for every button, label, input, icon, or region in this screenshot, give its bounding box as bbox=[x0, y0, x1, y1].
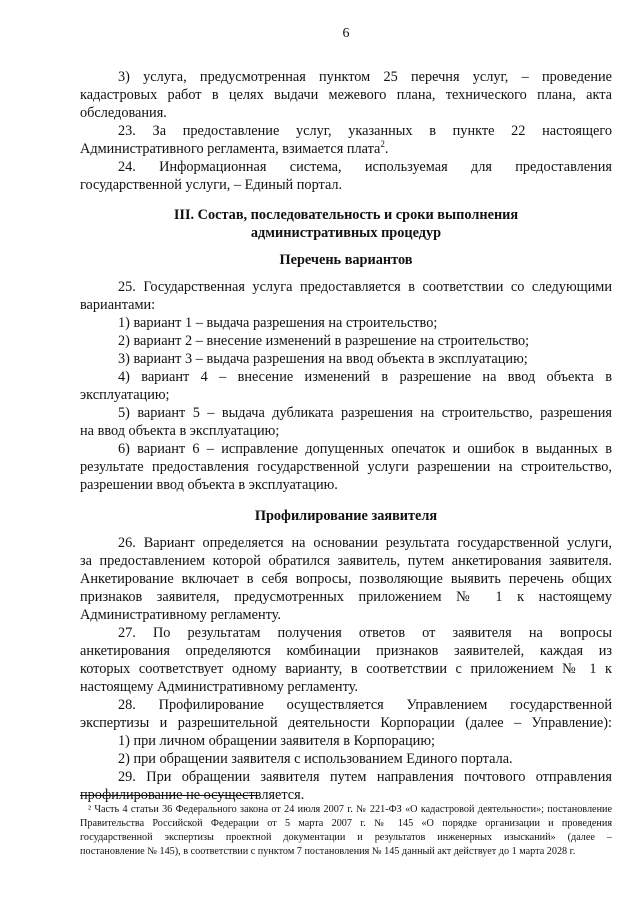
paragraph-line bbox=[80, 278, 612, 296]
paragraph-line bbox=[80, 476, 612, 494]
paragraph-line-text: административных процедур bbox=[250, 225, 442, 241]
paragraph-line bbox=[80, 507, 612, 525]
paragraph-line-text: 29. При обращении заявителя путем направления почтового отправления bbox=[118, 769, 612, 785]
paragraph-line-text: профилирование не осуществляется. bbox=[80, 787, 305, 803]
paragraph-line bbox=[80, 386, 612, 404]
paragraph-line bbox=[80, 314, 612, 332]
paragraph-line bbox=[80, 458, 612, 476]
paragraph-line-tail: . bbox=[384, 141, 389, 157]
paragraph-line bbox=[80, 534, 612, 552]
paragraph-line-text: 5) вариант 5 – выдача дубликата разрешения на строительство, разрешения bbox=[118, 405, 612, 421]
footnote-line bbox=[80, 817, 612, 831]
paragraph-line-text: обследования. bbox=[80, 105, 167, 121]
paragraph-line bbox=[80, 140, 612, 158]
footnote-reference: 2 bbox=[380, 139, 385, 150]
paragraph-line-text: Административному регламенту. bbox=[80, 607, 281, 623]
paragraph-line-text: 1) при личном обращении заявителя в Корпорацию; bbox=[118, 733, 435, 749]
footnote-line-text: ² Часть 4 статьи 36 Федерального закона от 24 июля 2007 г. № 221-ФЗ «О кадастровой деятельности»; постановление bbox=[88, 804, 612, 815]
paragraph-line bbox=[80, 696, 612, 714]
paragraph-line-text: 26. Вариант определяется на основании результата государственной услуги, bbox=[118, 535, 612, 551]
paragraph-line-text: которых соответствует одному варианту, в соответствии с приложением № 1 к bbox=[80, 661, 612, 677]
paragraph-line-text: за предоставлением которой обратился заявитель, путем анкетирования заявителя. bbox=[80, 553, 612, 569]
paragraph-line-text: настоящему Административному регламенту. bbox=[80, 679, 358, 695]
footnote-line bbox=[80, 803, 612, 817]
paragraph-line-text: 2) при обращении заявителя с использованием Единого портала. bbox=[118, 751, 513, 767]
paragraph-line bbox=[80, 368, 612, 386]
paragraph-line-text: 27. По результатам получения ответов от заявителя на вопросы bbox=[118, 625, 612, 641]
footnote-line bbox=[80, 845, 612, 859]
paragraph-line bbox=[80, 714, 612, 732]
paragraph-line bbox=[80, 350, 612, 368]
paragraph-line-text: 28. Профилирование осуществляется Управлением государственной bbox=[118, 697, 612, 713]
paragraph-line-text: признаков заявителя, предусмотренных приложением № 1 к настоящему bbox=[80, 589, 612, 605]
paragraph-line-text: III. Состав, последовательность и сроки выполнения bbox=[173, 207, 519, 223]
paragraph-line-text: Анкетирование включает в себя вопросы, позволяющие выявить перечень общих bbox=[80, 571, 612, 587]
paragraph-line-text: эксплуатацию; bbox=[80, 387, 170, 403]
paragraph-line bbox=[80, 660, 612, 678]
paragraph-line bbox=[80, 86, 612, 104]
paragraph-line bbox=[80, 68, 612, 86]
paragraph-line bbox=[80, 422, 612, 440]
paragraph-line-text: 24. Информационная система, используемая для предоставления bbox=[118, 159, 612, 175]
footnote-line-text: постановление № 145), в соответствии с пунктом 7 постановления № 145 данный акт действует до 1 марта 2028 г. bbox=[80, 846, 576, 857]
paragraph-line-text: 2) вариант 2 – внесение изменений в разрешение на строительство; bbox=[118, 333, 530, 349]
paragraph-line bbox=[80, 606, 612, 624]
paragraph-line-text: 1) вариант 1 – выдача разрешения на строительство; bbox=[118, 315, 438, 331]
paragraph-line bbox=[80, 732, 612, 750]
paragraph-line-text: 6) вариант 6 – исправление допущенных опечаток и ошибок в выданных в bbox=[118, 441, 612, 457]
paragraph-line-text: на ввод объекта в эксплуатацию; bbox=[80, 423, 280, 439]
paragraph-line bbox=[80, 440, 612, 458]
paragraph-line-text: государственной услуги, – Единый портал. bbox=[80, 177, 343, 193]
paragraph-line-text: Перечень вариантов bbox=[279, 252, 413, 268]
paragraph-line bbox=[80, 104, 612, 122]
paragraph-line bbox=[80, 642, 612, 660]
paragraph-line bbox=[80, 206, 612, 224]
paragraph-line-text: 25. Государственная услуга предоставляется в соответствии со следующими bbox=[118, 279, 612, 295]
paragraph-line-text: результате предоставления государственной услуги разрешении на строительство, bbox=[80, 459, 612, 475]
paragraph-line bbox=[80, 552, 612, 570]
paragraph-line-text: Профилирование заявителя bbox=[254, 508, 438, 524]
paragraph-line-text: 4) вариант 4 – внесение изменений в разрешение на ввод объекта в bbox=[118, 369, 612, 385]
page-number: 6 bbox=[342, 26, 350, 41]
paragraph-line-text: разрешении ввод объекта в эксплуатацию. bbox=[80, 477, 338, 493]
paragraph-line bbox=[80, 251, 612, 269]
paragraph-line bbox=[80, 588, 612, 606]
paragraph-line-text: кадастровых работ в целях выдачи межевого плана, технического плана, акта bbox=[80, 87, 612, 103]
footnote-line-text: Правительства Российской Федерации от 5 марта 2007 г. № 145 «О порядке организации и проведения bbox=[80, 818, 612, 829]
paragraph-line bbox=[80, 404, 612, 422]
paragraph-line-text: Административного регламента, взимается плата bbox=[80, 141, 381, 157]
paragraph-line-text: 3) вариант 3 – выдача разрешения на ввод объекта в эксплуатацию; bbox=[118, 351, 528, 367]
paragraph-line-text: 23. За предоставление услуг, указанных в пункте 22 настоящего bbox=[118, 123, 612, 139]
paragraph-line-text: 3) услуга, предусмотренная пунктом 25 перечня услуг, – проведение bbox=[118, 69, 612, 85]
paragraph-line bbox=[80, 296, 612, 314]
paragraph-line bbox=[80, 176, 612, 194]
paragraph-line bbox=[80, 158, 612, 176]
paragraph-line bbox=[80, 750, 612, 768]
paragraph-line bbox=[80, 570, 612, 588]
footnote-divider bbox=[80, 795, 258, 796]
footnote-line bbox=[80, 831, 612, 845]
paragraph-line bbox=[80, 768, 612, 786]
paragraph-line-text: анкетирования определяются комбинации признаков заявителей, каждая из bbox=[80, 643, 612, 659]
footnote-line-text: государственной экспертизы проектной документации и результатов инженерных изысканий» (далее – bbox=[80, 832, 612, 843]
paragraph-line-text: вариантами: bbox=[80, 297, 156, 313]
paragraph-line bbox=[80, 122, 612, 140]
paragraph-line bbox=[80, 224, 612, 242]
paragraph-line bbox=[80, 332, 612, 350]
paragraph-line-text: экспертизы и разрешительной деятельности Корпорации (далее – Управление): bbox=[80, 715, 612, 731]
paragraph-line bbox=[80, 624, 612, 642]
paragraph-line bbox=[80, 678, 612, 696]
